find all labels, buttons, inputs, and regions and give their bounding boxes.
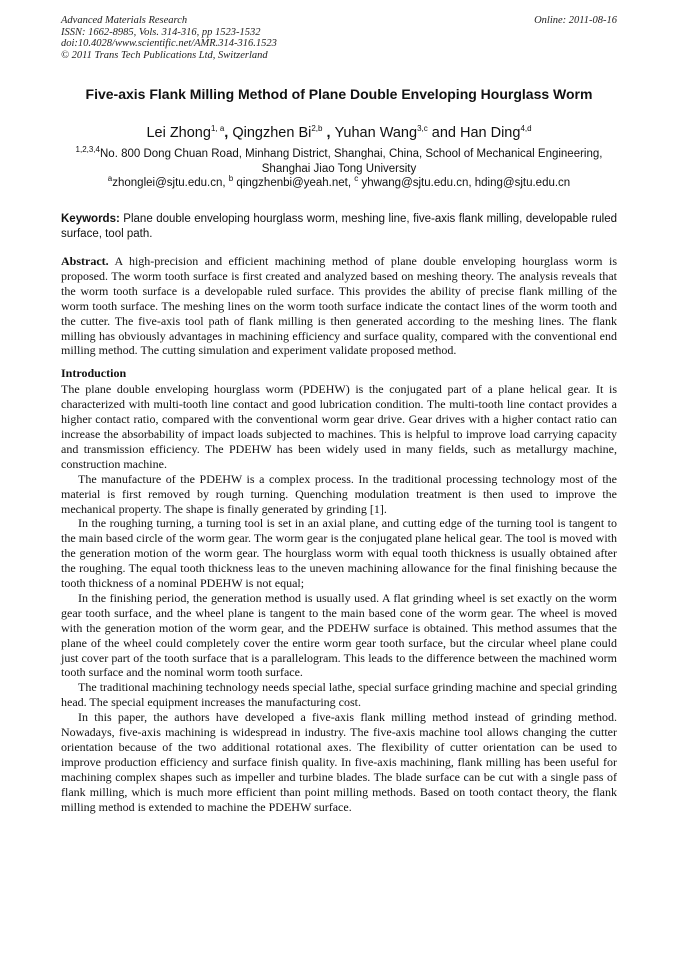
- email-sup: b: [228, 174, 234, 184]
- keywords-block: [61, 212, 617, 241]
- abstract-paragraph: [61, 254, 617, 358]
- email-text: yhwang@sjtu.edu.cn, hding@sjtu.edu.cn: [358, 177, 571, 190]
- email-sup: a: [107, 174, 113, 184]
- issn-line: ISSN: 1662-8985, Vols. 314-316, pp 1523-1532: [61, 26, 261, 38]
- author-separator: ,: [322, 125, 335, 141]
- body-paragraph: In this paper, the authors have developed a five-axis flank milling method instead of grinding method. Nowadays, five-axis machining is widespread in industry. The five-axis machine tool allows changing the cutter orientation because of the two additional rotational axes. The flexibility of cutter orientation can be used to improve production efficiency and surface finish quality. In five-axis machining, flank milling has been useful for machining complex shapes such as impeller and turbine blades. The blade surface can be cut with a single pass of flank milling, which is much more efficient than point milling methods. Based on tooth contact theory, the flank milling method is extended to machine the PDEHW surface.: [61, 710, 617, 814]
- author-name: Qingzhen Bi: [232, 125, 312, 141]
- body-paragraph: In the roughing turning, a turning tool is set in an axial plane, and cutting edge of the turning tool is tangent to the main based circle of the worm gear. The worm gear is the conjugated plane helical gear. The tool is moved with the generation motion of the worm gear. The hourglass worm with equal tooth thickness is usually obtained after the roughing. The equal tooth thickness leas to the uneven machining allowance for the final finishing because the tooth thickness of a nominal PDEHW is not equal;: [61, 516, 617, 591]
- body-paragraph: In the finishing period, the generation method is usually used. A flat grinding wheel is set exactly on the worm gear tooth surface, and the wheel plane is tangent to the main based cone of the worm gear. The wheel is moved with the generation motion of the worm gear, and the PDEHW surface is obtained. This method assumes that the plane of the wheel could completely cover the entire worm gear tooth surface, but the circular wheel plane could just cover part of the tooth surface that is a parallelogram. This leads to the difference between the machined worm tooth surface and the nominal worm tooth surface.: [61, 590, 617, 680]
- author-separator: ,: [224, 125, 233, 141]
- journal-name: Advanced Materials Research: [61, 15, 188, 26]
- author-name: Han Ding: [459, 125, 521, 141]
- author-sup: 2,b: [311, 124, 323, 134]
- author-list: [61, 124, 617, 142]
- publication-header: [61, 15, 617, 61]
- body-paragraph: The traditional machining technology needs special lathe, special surface grinding machine and special grinding head. The special equipment increases the manufacturing cost.: [61, 680, 617, 710]
- author-name: Yuhan Wang: [334, 125, 418, 141]
- email-sup: c: [354, 174, 359, 184]
- affiliation-sup: 1,2,3,4: [75, 145, 100, 155]
- author-sup: 4,d: [520, 124, 532, 134]
- doi-line: doi:10.4028/www.scientific.net/AMR.314-316.1523: [61, 38, 277, 49]
- affiliation-block: [61, 147, 617, 191]
- author-sup: 1, a: [210, 124, 225, 134]
- author-name: Lei Zhong: [146, 125, 211, 141]
- copyright-line: © 2011 Trans Tech Publications Ltd, Switzerland: [61, 49, 268, 61]
- author-separator: and: [427, 125, 460, 141]
- email-text: qingzhenbi@yeah.net,: [233, 177, 355, 190]
- body-paragraph: The manufacture of the PDEHW is a complex process. In the traditional processing technology most of the material is first removed by rough turning. Quenching modulation treatment is then used to improve the mechanical property. The shape is finally generated by grinding [1].: [61, 471, 617, 516]
- abstract-text: A high-precision and efficient machining method of plane double enveloping hourglass worm is proposed. The worm tooth surface is first created and analyzed based on meshing theory. The analysis reveals that the worm tooth surface is a developable ruled surface. This provides the ability of precise flank milling of the worm tooth surface. The meshing lines on the worm tooth surface indicate the contact lines of the worm tooth and the cutter. The five-axis tool path of flank milling is then generated according to the meshing lines. The flank milling has obviously advantages in machining efficiency and surface quality, compared with the conventional end milling method. The cutting simulation and experiment validate proposed method.: [61, 254, 617, 358]
- keywords-text: Plane double enveloping hourglass worm, meshing line, five-axis flank milling, developable ruled surface, tool path.: [61, 213, 617, 240]
- affiliation-address: [61, 147, 617, 176]
- abstract-label: Abstract.: [61, 254, 109, 268]
- author-sup: 3,c: [417, 124, 428, 134]
- online-date: Online: 2011-08-16: [534, 15, 617, 26]
- section-heading-introduction: Introduction: [61, 366, 127, 381]
- affiliation-text: No. 800 Dong Chuan Road, Minhang District, Shanghai, China, School of Mechanical Engineering, Shanghai Jiao Tong University: [100, 148, 603, 175]
- paper-body: [61, 254, 617, 815]
- email-text: zhonglei@sjtu.edu.cn,: [112, 177, 229, 190]
- body-paragraph: The plane double enveloping hourglass worm (PDEHW) is the conjugated part of a plane helical gear. It is characterized with multi-tooth line contact and good lubrication condition. The multi-tooth line contact provides a higher contact ratio, compared with the conventional worm gear drive. Gear drives with a higher contact ratio can increase the absorbability of impact loads subjected to machines. This is helpful to improve load carrying capacity and transmission efficiency. The PDEHW has been widely used in many fields, such as metallurgy machine, construction machine.: [61, 382, 617, 471]
- paper-title: Five-axis Flank Milling Method of Plane Double Enveloping Hourglass Worm: [85, 86, 593, 102]
- affiliation-emails: [61, 176, 617, 191]
- keywords-label: Keywords:: [61, 213, 120, 225]
